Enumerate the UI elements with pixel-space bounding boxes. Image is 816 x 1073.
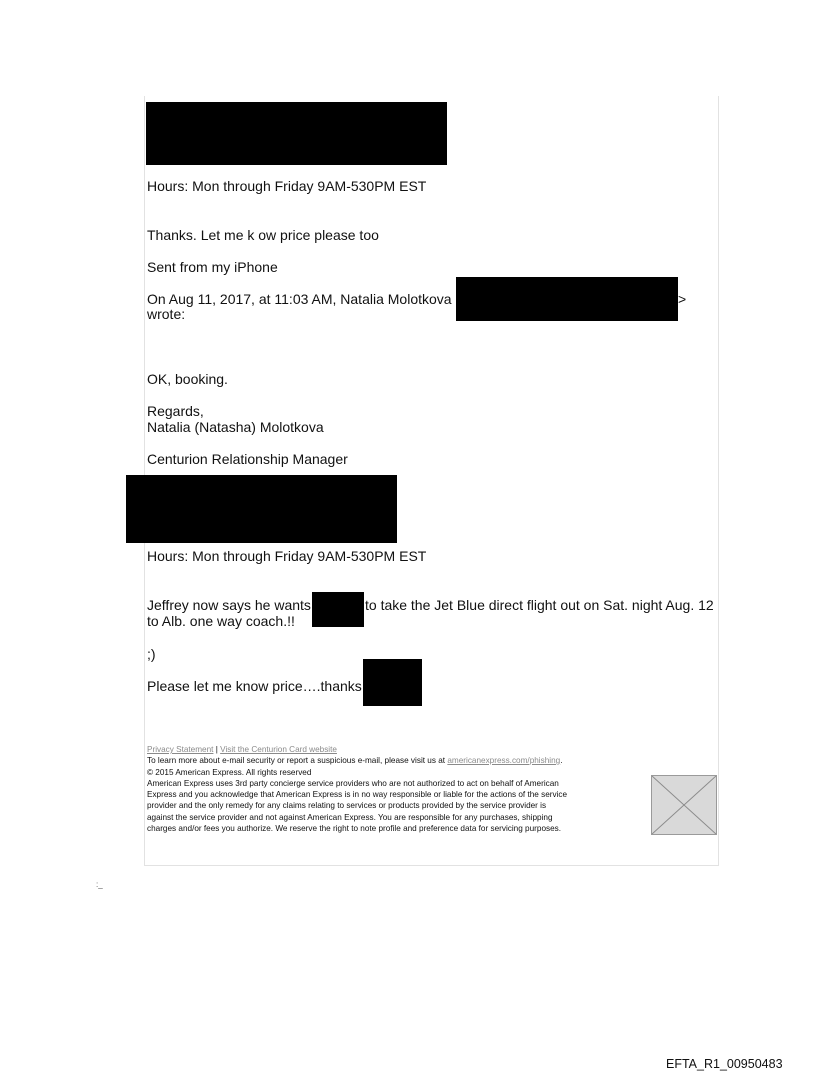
security-period: . <box>560 756 563 765</box>
redaction-block-signature-bottom <box>126 475 397 543</box>
phishing-link[interactable]: americanexpress.com/phishing <box>447 756 561 765</box>
footer-separator: | <box>213 745 221 754</box>
signature-title: Centurion Relationship Manager <box>147 451 348 467</box>
redaction-block-email-address <box>456 277 678 321</box>
footer-disclaimer-3: provider and the only remedy for any claims relating to services or products provided by the service provider is <box>147 801 547 810</box>
emoticon-text: ;) <box>147 646 156 662</box>
redaction-block-name-1 <box>312 592 364 615</box>
message-line-1a: Jeffrey now says he wants <box>147 597 311 613</box>
footer-disclaimer-4: against the service provider and not against American Express. You are responsible for any purchases, shipping <box>147 813 553 822</box>
bates-number: EFTA_R1_00950483 <box>666 1057 783 1071</box>
signature-name: Natalia (Natasha) Molotkova <box>147 419 324 435</box>
message-line-1b: to take the Jet Blue direct flight out on Sat. night Aug. 12 <box>365 597 714 613</box>
centurion-website-link[interactable]: Visit the Centurion Card website <box>220 745 337 754</box>
signature-hours-line: Hours: Mon through Friday 9AM-530PM EST <box>147 178 427 194</box>
signature-regards: Regards, <box>147 403 204 419</box>
footer-security-row <box>147 756 562 766</box>
footer-disclaimer-5: charges and/or fees you authorize. We reserve the right to note profile and preference data for servicing purposes. <box>147 824 562 833</box>
privacy-statement-link[interactable]: Privacy Statement <box>147 745 214 754</box>
footer-disclaimer-2: Express and you acknowledge that American Express is in no way responsible or liable for the actions of the service <box>147 790 568 799</box>
image-placeholder-cross-icon <box>652 776 716 834</box>
footer-links-row <box>147 745 337 755</box>
page-marginal-mark: :_ <box>96 880 103 889</box>
sent-from-line: Sent from my iPhone <box>147 259 278 275</box>
redaction-block-signature-top <box>146 102 447 165</box>
signature-hours-line-2: Hours: Mon through Friday 9AM-530PM EST <box>147 548 427 564</box>
quote-header-bracket: > <box>678 291 687 307</box>
price-request-text: Please let me know price….thanks <box>147 678 362 694</box>
quote-header-wrote: wrote: <box>147 306 186 322</box>
footer-copyright: © 2015 American Express. All rights reserved <box>147 768 312 777</box>
security-text: To learn more about e-mail security or report a suspicious e-mail, please visit us at <box>147 756 448 765</box>
redaction-block-name-2 <box>312 614 364 627</box>
footer-disclaimer-1: American Express uses 3rd party concierge service providers who are not authorized to act on behalf of American <box>147 779 559 788</box>
redaction-block-signoff <box>363 659 422 706</box>
broken-image-icon <box>651 775 717 835</box>
quote-header-line: On Aug 11, 2017, at 11:03 AM, Natalia Molotkova <box>147 291 452 307</box>
quoted-body-text: OK, booking. <box>147 371 228 387</box>
message-line-2: to Alb. one way coach.!! <box>147 613 295 629</box>
reply-body-text: Thanks. Let me k ow price please too <box>147 227 379 243</box>
